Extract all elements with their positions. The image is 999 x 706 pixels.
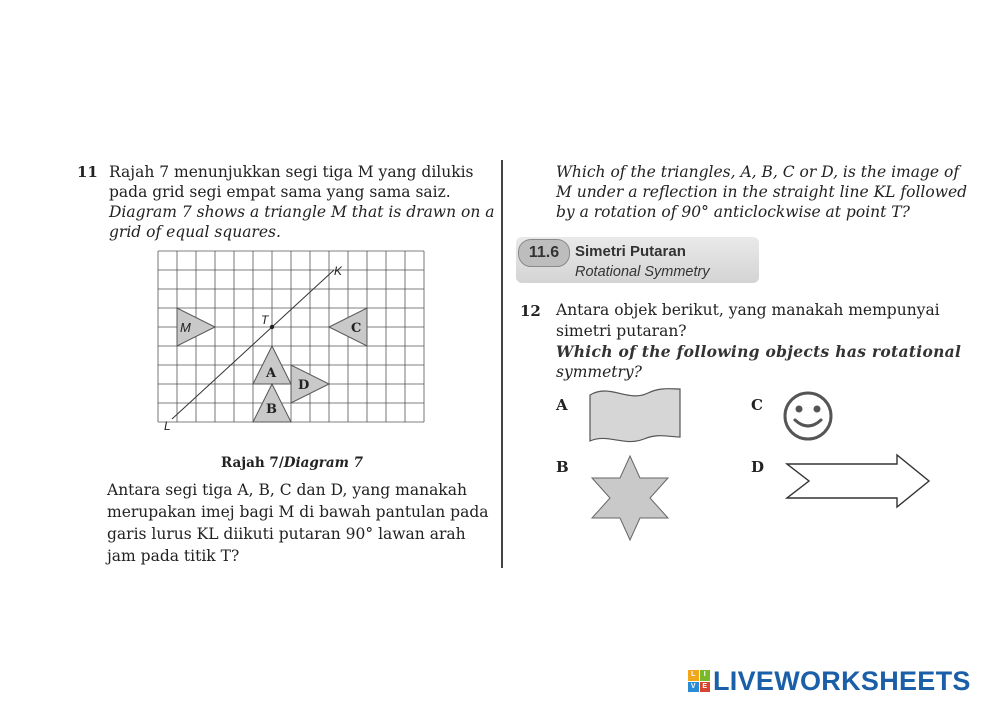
logo-mark-l: L [688, 670, 699, 681]
liveworksheets-logo [688, 666, 971, 696]
liveworksheets-wordmark: LIVEWORKSHEETS [713, 665, 971, 696]
option-a-flag-shape[interactable] [588, 385, 682, 445]
label-l: L [164, 419, 171, 433]
label-d: D [298, 378, 310, 393]
point-t [270, 325, 274, 329]
q11-malay-line-2: pada grid segi empat sama yang sama saiz. [109, 183, 451, 201]
q11-english-line-1: Diagram 7 shows a triangle M that is drawn on a [109, 203, 495, 221]
question-12-number: 12 [520, 302, 541, 320]
section-number: 11.6 [518, 239, 570, 267]
logo-mark-e: E [700, 682, 711, 693]
q11-question-line-3: garis lurus KL diikuti putaran 90° lawan arah [107, 525, 466, 543]
diagram-7-grid [150, 250, 440, 440]
label-t: T [261, 313, 269, 327]
option-b-label[interactable]: B [556, 458, 569, 476]
option-d-label[interactable]: D [751, 458, 765, 476]
option-a-label[interactable]: A [556, 396, 568, 414]
q11-english-question-line-3: by a rotation of 90° anticlockwise at point T? [556, 203, 910, 221]
label-a: A [266, 366, 277, 381]
logo-mark-v: V [688, 682, 699, 693]
q11-english-line-2: grid of equal squares. [109, 223, 281, 241]
caption-malay: Rajah 7/ [221, 455, 284, 471]
q12-english-line-1: Which of the following objects has rotational [556, 342, 962, 361]
q12-malay-line-1: Antara objek berikut, yang manakah mempunyai [556, 301, 940, 319]
q11-question-line-1: Antara segi tiga A, B, C dan D, yang manakah [107, 481, 467, 499]
logo-mark-i: I [700, 670, 711, 681]
q12-malay-line-2: simetri putaran? [556, 322, 687, 340]
q11-english-question-line-2: M under a reflection in the straight line KL followed [556, 183, 968, 201]
q12-english-line-2: symmetry? [556, 363, 642, 381]
diagram-caption [221, 455, 363, 471]
q11-question-line-2: merupakan imej bagi M di bawah pantulan pada [107, 503, 489, 521]
section-title-english: Rotational Symmetry [575, 264, 710, 280]
option-c-smiley-icon[interactable] [780, 390, 836, 442]
label-b: B [266, 402, 277, 417]
section-title-malay: Simetri Putaran [575, 243, 686, 260]
liveworksheets-logo-icon [688, 670, 710, 692]
option-b-star-shape[interactable] [588, 454, 672, 542]
option-c-label[interactable]: C [751, 396, 763, 414]
label-m: M [180, 320, 191, 335]
q11-question-line-4: jam pada titik T? [107, 547, 240, 565]
label-c: C [351, 321, 362, 336]
question-11-number: 11 [77, 163, 98, 181]
option-d-arrow-shape[interactable] [785, 452, 933, 510]
q11-english-question-line-1: Which of the triangles, A, B, C or D, is the image of [556, 163, 960, 181]
column-divider [501, 160, 503, 568]
q11-malay-line-1: Rajah 7 menunjukkan segi tiga M yang dilukis [109, 163, 474, 181]
label-k: K [334, 264, 343, 278]
caption-english: Diagram 7 [283, 455, 364, 471]
